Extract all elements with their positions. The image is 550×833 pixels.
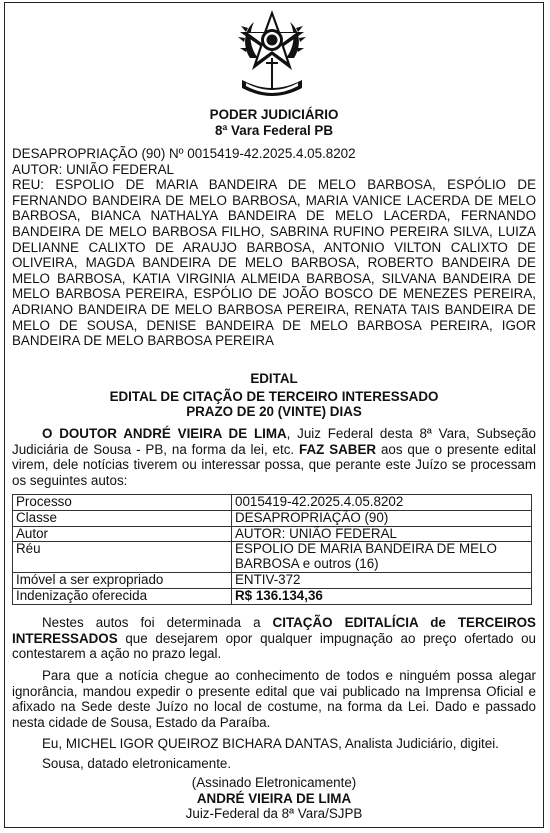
para-digitei — [12, 736, 536, 752]
table-value: ENTIV-372 — [232, 572, 532, 588]
table-row — [13, 495, 532, 511]
table-row — [13, 542, 532, 573]
table-label: Imóvel a ser expropriado — [13, 572, 232, 588]
intro-judge-name: O DOUTOR ANDRÉ VIEIRA DE LIMA — [42, 426, 287, 441]
intro-text-2: aos que o presente edital virem, dele notícias tiverem ou interessar possa, que perante este Juízo se processam os seguintes autos: — [12, 441, 536, 488]
titles — [12, 371, 536, 420]
case-autor: AUTOR: UNIÃO FEDERAL — [12, 161, 174, 177]
table-label: Processo — [13, 495, 232, 511]
para2-text: Para que a notícia chegue ao conhecimento de todos e ninguém possa alegar ignorância, mandou expedir o presente edital que vai publicado na Imprensa Oficial e afixado na Sede deste Juízo no local de costume, na forma da Lei. Dado e passado nesta cidade de Sousa, Estado da Paraíba. — [12, 668, 536, 730]
table-row — [13, 588, 532, 604]
intro-paragraph — [12, 426, 536, 488]
coat-of-arms-icon — [236, 8, 308, 104]
para1-text-2: que desejarem opor qualquer impugnação ao preço ofertado ou contestarem a ação no prazo legal. — [12, 630, 536, 662]
table-value: AUTOR: UNIÃO FEDERAL — [232, 526, 532, 542]
para3-text: Eu, MICHEL IGOR QUEIROZ BICHARA DANTAS, Analista Judiciário, digitei. — [42, 736, 499, 751]
table-value: ESPOLIO DE MARIA BANDEIRA DE MELO BARBOSA e outros (16) — [232, 542, 532, 573]
intro-faz-saber: FAZ SABER — [299, 441, 377, 457]
signature-note: (Assinado Eletronicamente) — [191, 775, 357, 790]
table-label: Autor — [13, 526, 232, 542]
table-value: 0015419-42.2025.4.05.8202 — [232, 495, 532, 511]
table-row — [13, 572, 532, 588]
table-label: Indenização oferecida — [13, 588, 232, 604]
citacao-title: EDITAL DE CITAÇÃO DE TERCEIRO INTERESSADO — [109, 388, 439, 404]
vara-title: 8ª Vara Federal PB — [214, 122, 334, 138]
case-reu: REU: ESPOLIO DE MARIA BANDEIRA DE MELO BARBOSA, ESPÓLIO DE FERNANDO BANDEIRA DE MELO BARBOSA, MARIA VANICE LACERDA DE MELO BARBOSA, BIANCA NATHALYA BANDEIRA DE MELO LACERDA, FERNANDO BANDEIRA DE MELO BARBOSA FILHO, SABRINA RUFINO PEREIRA SILVA, LUIZA DELIANNE CALIXTO DE ARAUJO BARBOSA, ANTONIO VILTON CALIXTO DE OLIVEIRA, MAGDA BANDEIRA DE MELO BARBOSA, ROBERTO BANDEIRA DE MELO BARBOSA, KATIA VIRGINIA ALMEIDA BARBOSA, SILVANA BANDEIRA DE MELO BARBOSA PEREIRA, ESPÓLIO DE JOÃO BOSCO DE MENEZES PEREIRA, ADRIANO BANDEIRA DE MELO BARBOSA PEREIRA, RENATA TAIS BANDEIRA DE MELO DE SOUSA, DENISE BANDEIRA DE MELO BARBOSA PEREIRA, IGOR BANDEIRA DE MELO BARBOSA PEREIRA — [12, 177, 536, 349]
para-publicacao — [12, 668, 536, 730]
table-label: Réu — [13, 542, 232, 573]
signature-block — [12, 775, 536, 822]
table-value: DESAPROPRIAÇÃO (90) — [232, 510, 532, 526]
case-block — [12, 146, 536, 349]
table-value: R$ 136.134,36 — [232, 588, 532, 604]
intro-text-1: , Juiz Federal desta 8ª Vara, Subseção Judiciária de Sousa - PB, na forma da lei, etc. — [12, 426, 536, 457]
autos-table-wrap — [12, 494, 536, 605]
autos-table — [12, 494, 532, 605]
court-title: PODER JUDICIÁRIO — [209, 107, 339, 122]
signature-role: Juiz-Federal da 8ª Vara/SJPB — [185, 806, 363, 822]
para-citacao — [12, 615, 536, 662]
table-label: Classe — [13, 510, 232, 526]
header — [12, 107, 536, 138]
table-row — [13, 510, 532, 526]
signature-name: ANDRÉ VIEIRA DE LIMA — [196, 790, 352, 806]
para1-bold: CITAÇÃO EDITALÍCIA de TERCEIROS INTERESSADOS — [12, 615, 536, 646]
edital-title: EDITAL — [250, 371, 298, 386]
para4-text: Sousa, datado eletronicamente. — [42, 756, 232, 771]
case-line: DESAPROPRIAÇÃO (90) Nº 0015419-42.2025.4.05.8202 — [12, 146, 356, 161]
para-data — [12, 756, 536, 772]
para1-text-1: Nestes autos foi determinada a — [42, 615, 273, 630]
prazo-title: PRAZO DE 20 (VINTE) DIAS — [186, 404, 362, 420]
table-row — [13, 526, 532, 542]
